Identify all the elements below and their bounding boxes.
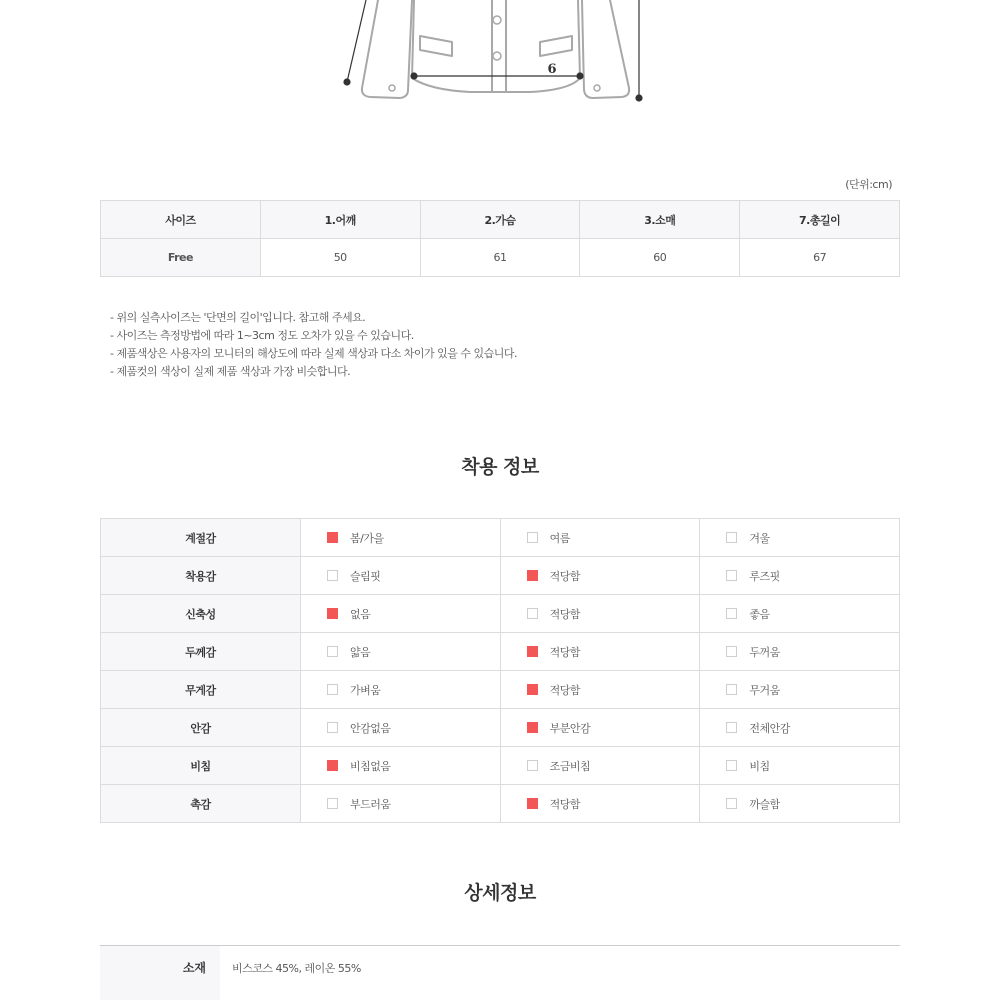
unchecked-box-icon [327,798,338,809]
wear-option [500,519,700,557]
table-row [101,633,900,671]
header-chest: 2.가슴 [420,201,580,239]
wear-row-label: 안감 [101,709,301,747]
unchecked-box-icon [527,760,538,771]
wear-option [301,519,501,557]
unchecked-box-icon [726,684,737,695]
header-size: 사이즈 [101,201,261,239]
detail-info-title: 상세정보 [464,882,536,904]
wear-option [301,785,501,823]
checked-box-icon [527,722,538,733]
wear-option [700,747,900,785]
wear-option [500,671,700,709]
wear-option-label: 부드러움 [350,797,391,811]
size-table-header [101,201,900,239]
total-length-value: 67 [740,239,900,277]
header-sleeve: 3.소매 [580,201,740,239]
wear-option-label: 얇음 [350,645,371,659]
checked-box-icon [527,798,538,809]
wear-option [700,557,900,595]
wear-option [700,785,900,823]
wear-option-label: 루즈핏 [749,569,780,583]
wear-option [301,633,501,671]
table-row [101,709,900,747]
note-line: - 사이즈는 측정방법에 따라 1~3cm 정도 오차가 있을 수 있습니다. [110,329,414,342]
wear-option-label: 봄/가을 [350,531,384,545]
table-row [101,595,900,633]
wear-option-label: 비침없음 [350,759,391,773]
wear-option-label: 전체안감 [749,721,790,735]
header-shoulder: 1.어깨 [260,201,420,239]
chest-measure-label: 6 [547,62,557,77]
wear-option-label: 비침 [749,759,770,773]
wear-option-label: 적당함 [549,607,581,621]
wear-option [301,595,501,633]
detail-info-table [100,945,900,1000]
wear-info-table [100,518,900,823]
unchecked-box-icon [726,760,737,771]
wear-row-label: 무게감 [101,671,301,709]
wear-option-label: 무거움 [749,683,780,697]
table-row [101,519,900,557]
size-table [100,200,900,277]
size-notes [110,309,517,381]
checked-box-icon [327,532,338,543]
wear-option [301,671,501,709]
table-row [101,671,900,709]
note-line: - 제품색상은 사용자의 모니터의 해상도에 따라 실제 색상과 다소 차이가 있을 수 있습니다. [110,347,517,360]
unchecked-box-icon [726,798,737,809]
wear-row-label: 두께감 [101,633,301,671]
size-name: Free [101,239,261,277]
unchecked-box-icon [726,646,737,657]
header-total-length: 7.총길이 [740,201,900,239]
checked-box-icon [327,608,338,619]
wear-option-label: 부분안감 [549,721,591,735]
wear-option-label: 조금비침 [549,759,591,773]
note-line: - 위의 실측사이즈는 '단면의 길이'입니다. 참고해 주세요. [110,311,366,324]
wear-row-label: 비침 [101,747,301,785]
unchecked-box-icon [726,570,737,581]
wear-option-label: 안감없음 [350,721,391,735]
wear-info-title: 착용 정보 [461,456,539,478]
table-row [101,557,900,595]
wear-option [700,595,900,633]
wear-option-label: 슬림핏 [350,569,381,583]
checked-box-icon [527,684,538,695]
wear-option [301,747,501,785]
wear-option [700,671,900,709]
unchecked-box-icon [726,722,737,733]
unit-label: (단위:cm) [845,178,892,191]
wear-option [500,557,700,595]
wear-option [301,709,501,747]
wear-option [301,557,501,595]
material-value: 비스코스 45%, 레이온 55% [232,962,361,975]
note-line: - 제품컷의 색상이 실제 제품 색상과 가장 비슷합니다. [110,365,351,378]
detail-label-cell [100,946,220,1000]
checked-box-icon [527,646,538,657]
wear-option-label: 까슬함 [749,797,780,811]
wear-option [700,519,900,557]
wear-option [500,747,700,785]
wear-option-label: 적당함 [549,645,581,659]
checked-box-icon [327,760,338,771]
jacket-size-diagram [0,0,1000,110]
unchecked-box-icon [726,608,737,619]
unchecked-box-icon [527,532,538,543]
wear-option [700,709,900,747]
wear-option-label: 적당함 [549,797,581,811]
wear-row-label: 착용감 [101,557,301,595]
wear-option-label: 없음 [350,607,371,621]
wear-option [500,633,700,671]
unchecked-box-icon [527,608,538,619]
wear-option [500,785,700,823]
wear-option-label: 적당함 [549,569,581,583]
wear-option [500,595,700,633]
wear-option-label: 겨울 [749,531,770,545]
wear-option-label: 좋음 [749,607,770,621]
wear-option-label: 여름 [549,531,570,545]
shoulder-value: 50 [260,239,420,277]
wear-option-label: 적당함 [549,683,581,697]
unchecked-box-icon [327,722,338,733]
table-row [101,747,900,785]
wear-option [500,709,700,747]
wear-row-label: 계절감 [101,519,301,557]
unchecked-box-icon [327,684,338,695]
table-row [101,239,900,277]
material-label: 소재 [182,961,206,975]
wear-row-label: 신축성 [101,595,301,633]
wear-option-label: 가벼움 [350,683,381,697]
unchecked-box-icon [726,532,737,543]
sleeve-value: 60 [580,239,740,277]
unchecked-box-icon [327,646,338,657]
table-row [101,785,900,823]
unchecked-box-icon [327,570,338,581]
wear-row-label: 촉감 [101,785,301,823]
chest-value: 61 [420,239,580,277]
wear-option [700,633,900,671]
wear-option-label: 두꺼움 [749,645,780,659]
checked-box-icon [527,570,538,581]
